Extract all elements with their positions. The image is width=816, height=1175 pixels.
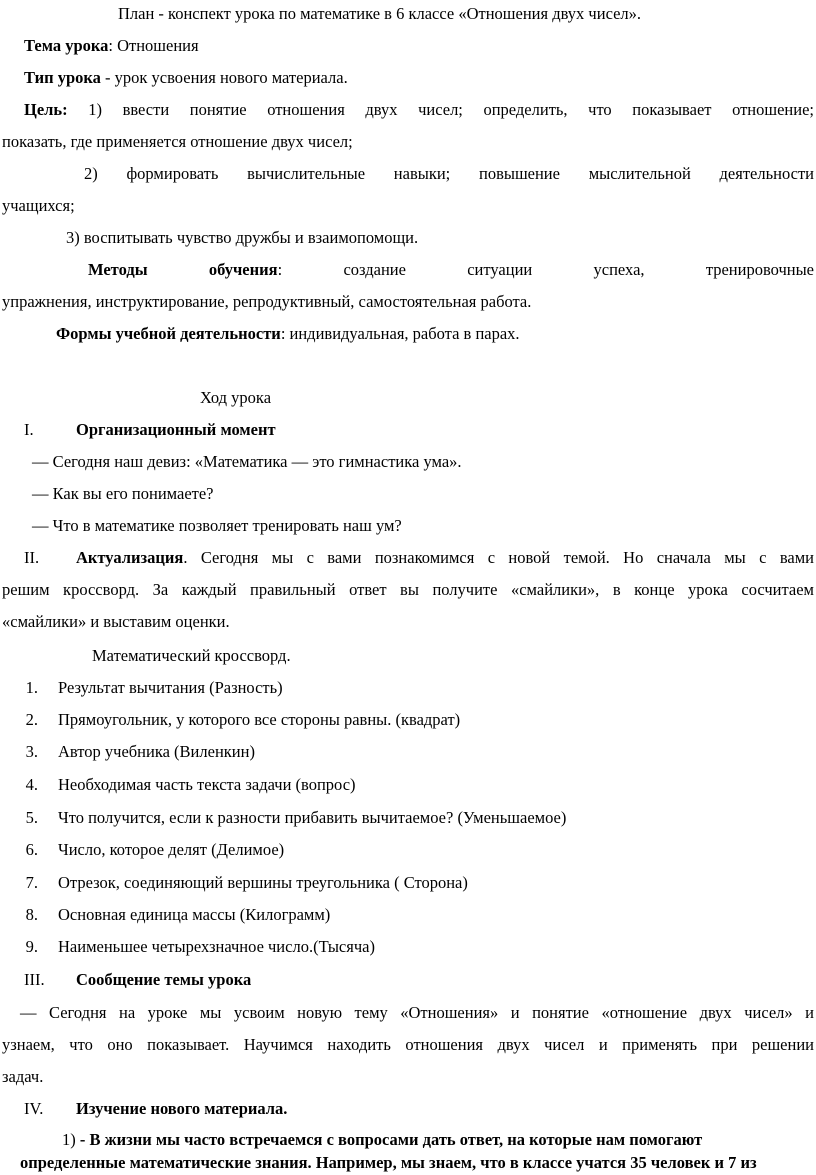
section4-title: Изучение нового материала. xyxy=(76,1099,288,1118)
section1-line3: — Что в математике позволяет тренировать наш ум? xyxy=(32,516,402,535)
forms-line xyxy=(56,324,520,344)
type-label: Тип урока xyxy=(24,68,101,87)
topic-line xyxy=(24,36,199,56)
section3-line2: узнаем, что оно показывает. Научимся находить отношения двух чисел и применять при решении xyxy=(2,1035,814,1054)
section4-numeral: IV. xyxy=(24,1099,44,1118)
section3-title: Сообщение темы урока xyxy=(76,970,252,989)
goal-item1-line2: показать, где применяется отношение двух чисел; xyxy=(2,132,353,151)
section3-numeral: III. xyxy=(24,970,45,989)
topic-label: Тема урока xyxy=(24,36,109,55)
lesson-heading: Ход урока xyxy=(200,388,272,407)
section3-line1: — Сегодня на уроке мы усвоим новую тему «Отношения» и понятие «отношение двух чисел» и xyxy=(20,1003,814,1022)
section1-line1: — Сегодня наш девиз: «Математика — это гимнастика ума». xyxy=(32,452,462,471)
section1-line2: — Как вы его понимаете? xyxy=(32,484,214,503)
title: План - конспект урока по математике в 6 классе «Отношения двух чисел». xyxy=(118,4,642,23)
section3-line3: задач. xyxy=(2,1067,44,1086)
section2-numeral: II. xyxy=(24,548,40,567)
goal-item2-line2: учащихся; xyxy=(2,196,75,215)
section4-line2: определенные математические знания. Например, мы знаем, что в классе учатся 35 человек и 7 из xyxy=(20,1153,757,1172)
section4-line1 xyxy=(62,1130,702,1150)
methods-value: : создание ситуации успеха, тренировочные xyxy=(277,260,814,279)
section1-numeral: I. xyxy=(24,420,34,439)
forms-value: : индивидуальная, работа в парах. xyxy=(280,324,520,343)
goal-item3: 3) воспитывать чувство дружбы и взаимопомощи. xyxy=(66,228,419,247)
crossword-title: Математический кроссворд. xyxy=(92,646,291,665)
goal-line-1 xyxy=(24,100,814,120)
forms-label: Формы учебной деятельности xyxy=(56,324,281,343)
section1-title: Организационный момент xyxy=(76,420,276,439)
section4-line1-text: - В жизни мы часто встречаемся с вопросами дать ответ, на которые нам помогают xyxy=(75,1130,703,1149)
goal-label: Цель: xyxy=(24,100,68,119)
section2-title: Актуализация xyxy=(76,548,184,567)
section2-line1 xyxy=(76,548,814,568)
type-value: - урок усвоения нового материала. xyxy=(100,68,348,87)
section4-line1-num: 1) xyxy=(62,1130,76,1149)
section2-line2: решим кроссворд. За каждый правильный ответ вы получите «смайлики», в конце урока сосчитаем xyxy=(2,580,814,599)
methods-label: Методы обучения xyxy=(88,260,278,279)
section2-line3: «смайлики» и выставим оценки. xyxy=(2,612,230,631)
topic-value: : Отношения xyxy=(108,36,199,55)
goal-item1-line1: 1) ввести понятие отношения двух чисел; определить, что показывает отношение; xyxy=(67,100,814,119)
goal-item2-line1: 2) формировать вычислительные навыки; повышение мыслительной деятельности xyxy=(84,164,814,183)
methods-line-1 xyxy=(88,260,814,280)
methods-line-2: упражнения, инструктирование, репродуктивный, самостоятельная работа. xyxy=(2,292,532,311)
section2-text: . Сегодня мы с вами познакомимся с новой темой. Но сначала мы с вами xyxy=(183,548,814,567)
type-line xyxy=(24,68,348,88)
